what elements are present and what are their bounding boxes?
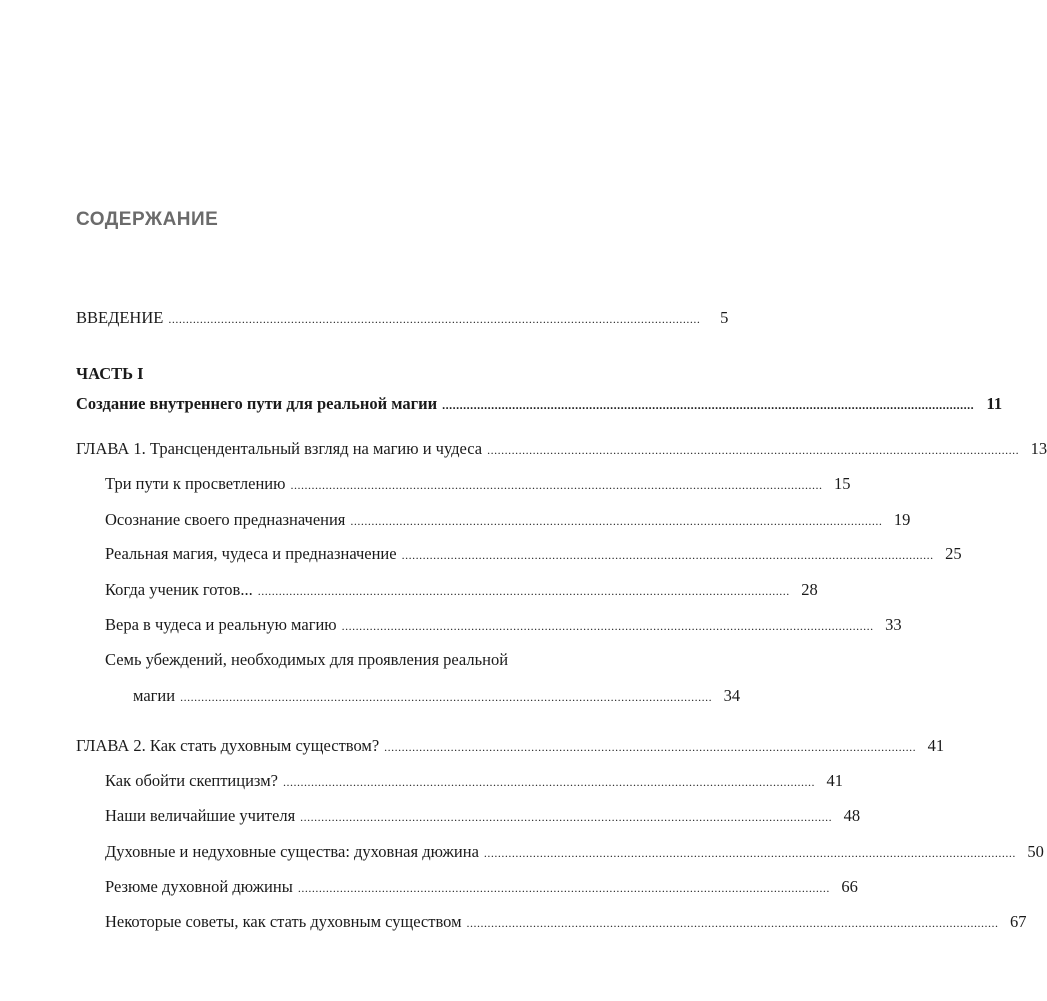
toc-entry[interactable] xyxy=(105,840,1044,864)
dot-leader: ........................................................................................................................................................ xyxy=(257,584,790,598)
toc-entry-page: 11 xyxy=(986,394,1003,413)
toc-entry-page: 41 xyxy=(927,736,945,755)
dot-leader: ........................................................................................................................................................ xyxy=(180,690,713,704)
toc-entry[interactable] xyxy=(105,472,851,496)
toc-entry-chapter-2[interactable] xyxy=(76,734,945,758)
toc-entry-title: Некоторые советы, как стать духовным существом xyxy=(105,912,462,931)
toc-entry-title: Три пути к просветлению xyxy=(105,474,286,493)
toc-entry-title: Когда ученик готов... xyxy=(105,580,253,599)
toc-entry-continuation[interactable] xyxy=(133,684,741,708)
dot-leader: ........................................................................................................................................................ xyxy=(290,478,823,492)
toc-entry-title: Наши величайшие учителя xyxy=(105,806,296,825)
toc-entry-title: Как обойти скептицизм? xyxy=(105,771,278,790)
toc-entry-page: 66 xyxy=(841,877,858,896)
toc-entry-title: ГЛАВА 2. Как стать духовным существом? xyxy=(76,736,380,755)
dot-leader: ........................................................................................................................................................ xyxy=(442,398,975,412)
toc-entry-title: Вера в чудеса и реальную магию xyxy=(105,615,337,634)
toc-entry-title: магии xyxy=(133,686,176,705)
toc-heading: СОДЕРЖАНИЕ xyxy=(76,209,219,230)
toc-entry-title: Реальная магия, чудеса и предназначение xyxy=(105,544,397,563)
toc-entry-page: 19 xyxy=(893,510,911,529)
toc-entry-page: 28 xyxy=(801,580,818,599)
dot-leader: ........................................................................................................................................................ xyxy=(483,846,1016,860)
toc-entry-title: Создание внутреннего пути для реальной магии xyxy=(76,394,438,413)
toc-entry[interactable] xyxy=(105,804,861,828)
toc-entry-page: 67 xyxy=(1010,912,1027,931)
dot-leader: ........................................................................................................................................................ xyxy=(384,740,917,754)
dot-leader: ........................................................................................................................................................ xyxy=(297,881,830,895)
dot-leader: ........................................................................................................................................................ xyxy=(341,619,874,633)
dot-leader: ........................................................................................................................................................ xyxy=(466,916,999,930)
toc-entry-part-1[interactable] xyxy=(76,392,1003,416)
toc-entry-page: 33 xyxy=(885,615,902,634)
toc-entry[interactable] xyxy=(105,875,858,899)
toc-entry[interactable] xyxy=(105,578,818,602)
toc-entry-page: 41 xyxy=(826,771,843,790)
toc-entry-page: 34 xyxy=(723,686,741,705)
toc-entry-page: 13 xyxy=(1030,439,1047,458)
toc-entry-introduction[interactable] xyxy=(76,306,729,330)
toc-entry[interactable] xyxy=(105,613,902,637)
toc-entry-page: 50 xyxy=(1027,842,1044,861)
toc-entry[interactable] xyxy=(105,542,962,566)
toc-entry-title: Резюме духовной дюжины xyxy=(105,877,293,896)
dot-leader: ........................................................................................................................................................ xyxy=(487,443,1020,457)
toc-entry-title-line1[interactable]: Семь убеждений, необходимых для проявления реальной xyxy=(105,650,509,669)
toc-entry-page: 15 xyxy=(833,474,851,493)
toc-entry-title: Осознание своего предназначения xyxy=(105,510,346,529)
toc-entry-title: Духовные и недуховные существа: духовная дюжина xyxy=(105,842,479,861)
toc-entry[interactable] xyxy=(105,508,911,532)
part-label: ЧАСТЬ I xyxy=(76,364,144,383)
toc-entry-page: 25 xyxy=(945,544,962,563)
toc-entry[interactable] xyxy=(105,769,843,793)
toc-entry-title: ВВЕДЕНИЕ xyxy=(76,308,164,327)
toc-entry-title: ГЛАВА 1. Трансцендентальный взгляд на магию и чудеса xyxy=(76,439,483,458)
toc-entry-chapter-1[interactable] xyxy=(76,437,1047,461)
dot-leader: ........................................................................................................................................................ xyxy=(401,548,934,562)
toc-entry-page: 48 xyxy=(843,806,861,825)
toc-entry-page: 5 xyxy=(720,308,729,327)
dot-leader: ........................................................................................................................................................ xyxy=(350,514,883,528)
toc-entry[interactable] xyxy=(105,910,1027,934)
dot-leader: ........................................................................................................................................................ xyxy=(168,312,701,326)
dot-leader: ........................................................................................................................................................ xyxy=(282,775,815,789)
dot-leader: ........................................................................................................................................................ xyxy=(300,810,833,824)
